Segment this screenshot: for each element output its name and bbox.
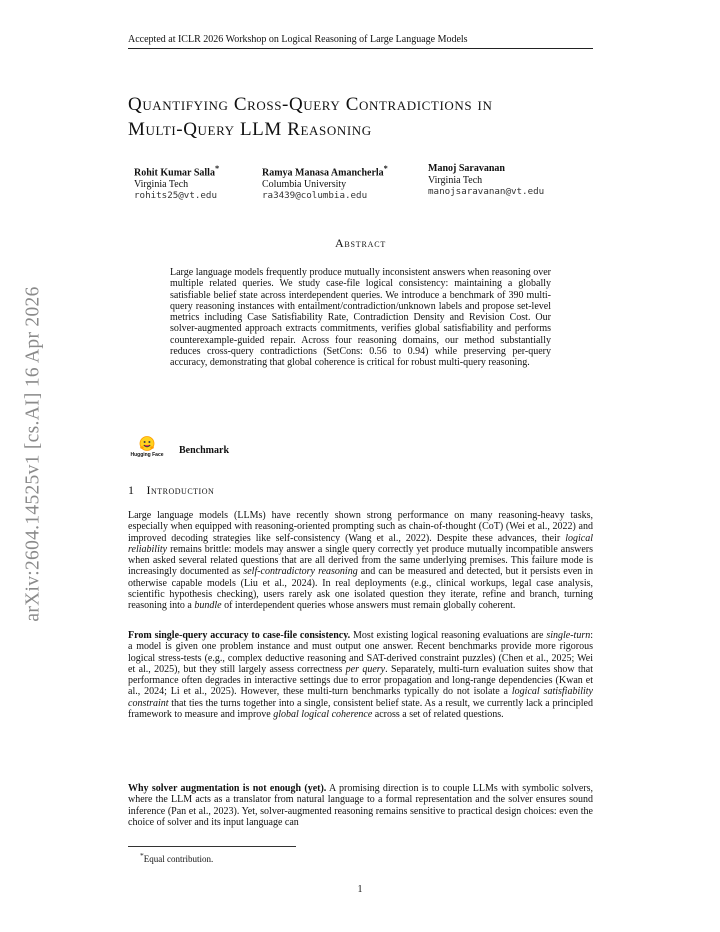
italic-run: per query (345, 663, 386, 675)
author-affiliation: Virginia Tech (428, 174, 483, 186)
author-name: Ramya Manasa Amancherla (262, 167, 384, 179)
author-name: Rohit Kumar Salla (134, 167, 215, 179)
section-number: 1 (128, 483, 135, 497)
text-run: remains brittle: models may answer a single query correctly yet produce mutually incompatible answers when asked several related questions that are all derived from the same underlying premises. This failure mode is increasingly documented as (128, 543, 593, 578)
author-email: ra3439@columbia.edu (262, 190, 368, 202)
italic-run: global logical coherence (273, 709, 373, 721)
paragraph-heading: From single-query accuracy to case-file consistency. (128, 630, 351, 641)
paper-title (128, 92, 598, 142)
hugging-face-logo-text: Hugging Face (130, 452, 164, 458)
italic-run: self-contradictory reasoning (243, 566, 358, 578)
footnote-text: Equal contribution. (143, 854, 214, 864)
italic-run: logical reliability (128, 532, 593, 555)
footnote (140, 851, 213, 864)
hugging-face-icon (139, 436, 155, 451)
footnote-rule (128, 846, 296, 847)
author-mark: * (214, 164, 220, 173)
section-title: Introduction (146, 483, 215, 497)
text-run: Most existing logical reasoning evaluations are (350, 630, 547, 641)
abstract-text: Large language models frequently produce mutually inconsistent answers when reasoning over multiple related queries. We study case-file logical consistency: maintaining a globally satisfiable belief state across interdependent queries. We introduce a benchmark of 390 multi-query reasoning instances with entailment/contradiction/unknown labels and propose set-level metrics including Case Satisfiability Rate, Contradiction Density and Revision Cost. Our solver-augmented approach extracts commitments, verifies global satisfiability and performs counterexample-guided repair. Across four reasoning domains, our method substantially reduces cross-query contradictions (SetCons: 0.56 to 0.94) while preserving per-query accuracy, demonstrating that global coherence is critical for robust multi-query reasoning. (170, 267, 551, 369)
author-block-2 (262, 163, 388, 202)
italic-run: logical satisfiability constraint (128, 686, 593, 709)
page-number: 1 (357, 884, 363, 895)
author-email: manojsaravanan@vt.edu (428, 186, 545, 197)
footnote-mark: * (140, 851, 144, 860)
paragraph-heading: Why solver augmentation is not enough (yet). (128, 783, 327, 794)
abstract-heading: Abstract (334, 236, 387, 250)
hugging-face-logo (129, 436, 165, 458)
benchmark-link-row (129, 436, 229, 458)
section-heading (128, 483, 214, 498)
title-line-1: Quantifying Cross-Query Contradictions in (128, 94, 493, 115)
author-block-3 (428, 163, 544, 198)
text-run: : a model is given one problem instance and must output one answer. Recent benchmarks provide more rigorous logical stress-tests (e.g., complex deductive reasoning and SAT-derived constraint puzzles) (Chen et al., 2025; Wei et al., 2025), but they still largely assess correctness (128, 630, 593, 675)
text-run: . Separately, multi-turn evaluation suites show that performance often degrades in interactive settings due to error propagation and long-range dependencies (Kwan et al., 2024; Li et al., 2025). However, these multi-turn benchmarks typically do not isolate a (128, 663, 593, 698)
author-affiliation: Columbia University (262, 178, 347, 190)
italic-run: bundle (194, 600, 222, 612)
intro-paragraph-1 (128, 510, 593, 612)
text-run: of interdependent queries whose answers must remain globally coherent. (221, 600, 516, 612)
intro-paragraph-3 (128, 783, 593, 828)
running-header: Accepted at ICLR 2026 Workshop on Logical Reasoning of Large Language Models (128, 34, 593, 49)
arxiv-identifier (14, 263, 54, 645)
benchmark-link[interactable]: Benchmark (179, 444, 229, 456)
author-block-1 (134, 163, 219, 202)
arxiv-id-text: arXiv:2604.14525v1 [cs.AI] 16 Apr 2026 (23, 286, 44, 622)
title-line-2: Multi-Query LLM Reasoning (128, 119, 372, 140)
intro-paragraph-2 (128, 630, 593, 720)
author-affiliation: Virginia Tech (134, 178, 189, 190)
text-run: and can be measured and detected, but it persists even in otherwise capable models (Liu et al., 2024). In real deployments (e.g., clinical workups, legal case analysis, scientific hypothesis checking), users rarely ask one isolated question they iterate, refine and branch, turning reasoning into a (128, 566, 594, 612)
author-email: rohits25@vt.edu (134, 190, 217, 202)
italic-run: single-turn (546, 630, 591, 641)
author-name: Manoj Saravanan (428, 163, 505, 174)
text-run: that ties the turns together into a single, consistent belief state. As a result, we currently lack a principled framework to measure and improve (128, 697, 593, 721)
text-run: across a set of related questions. (372, 709, 504, 721)
author-mark: * (383, 164, 388, 173)
text-run: Large language models (LLMs) have recently shown strong performance on many reasoning-heavy tasks, especially when equipped with reasoning-oriented prompting such as chain-of-thought (CoT) (Wei et al., 2022) and improved decoding strategies like self-consistency (Wang et al., 2022). Despite these advances, their (128, 510, 593, 544)
text-run: A promising direction is to couple LLMs with symbolic solvers, where the LLM acts as a translator from natural language to a formal representation and the solver ensures sound inference (Pan et al., 2023). Yet, solver-augmented reasoning remains sensitive to practical design choices: even the choice of solver and its input language can (128, 783, 593, 828)
